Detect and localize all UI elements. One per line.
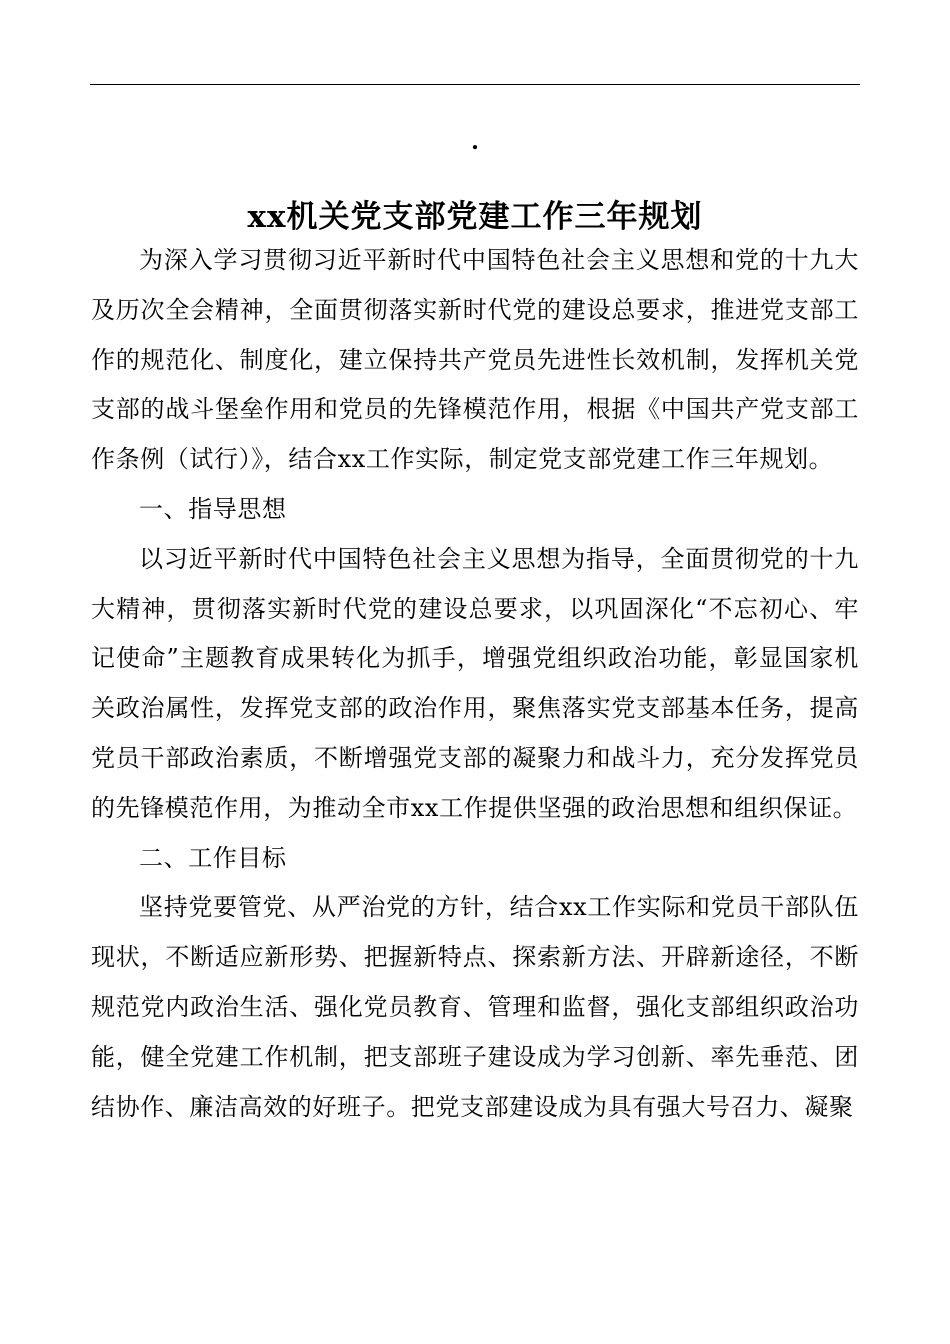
document-body	[91, 236, 859, 1132]
header-dot: .	[471, 126, 479, 155]
intro-paragraph: 为深入学习贯彻习近平新时代中国特色社会主义思想和党的十九大及历次全会精神，全面贯彻落实新时代党的建设总要求，推进党支部工作的规范化、制度化，建立保持共产党员先进性长效机制，发挥机关党支部的战斗堡垒作用和党员的先锋模范作用，根据《中国共产党支部工作条例（试行）》，结合xx工作实际，制定党支部党建工作三年规划。	[91, 246, 859, 474]
guiding-ideology-paragraph: 以习近平新时代中国特色社会主义思想为指导，全面贯彻党的十九大精神，贯彻落实新时代党的建设总要求，以巩固深化“不忘初心、牢记使命”主题教育成果转化为抓手，增强党组织政治功能，彰显国家机关政治属性，发挥党支部的政治作用，聚焦落实党支部基本任务，提高党员干部政治素质，不断增强党支部的凝聚力和战斗力，充分发挥党员的先锋模范作用，为推动全市xx工作提供坚强的政治思想和组织保证。	[91, 544, 859, 822]
work-goals-paragraph: 坚持党要管党、从严治党的方针，结合xx工作实际和党员干部队伍现状，不断适应新形势、把握新特点、探索新方法、开辟新途径，不断规范党内政治生活、强化党员教育、管理和监督，强化支部组织政治功能，健全党建工作机制，把支部班子建设成为学习创新、率先垂范、团结协作、廉洁高效的好班子。把党支部建设成为具有强大号召力、凝聚	[91, 893, 859, 1121]
section-heading-guiding-ideology: 一、指导思想	[139, 494, 287, 523]
section-heading-work-goals: 二、工作目标	[139, 843, 287, 872]
header-rule	[90, 84, 860, 85]
document-title: xx机关党支部党建工作三年规划	[247, 198, 703, 235]
